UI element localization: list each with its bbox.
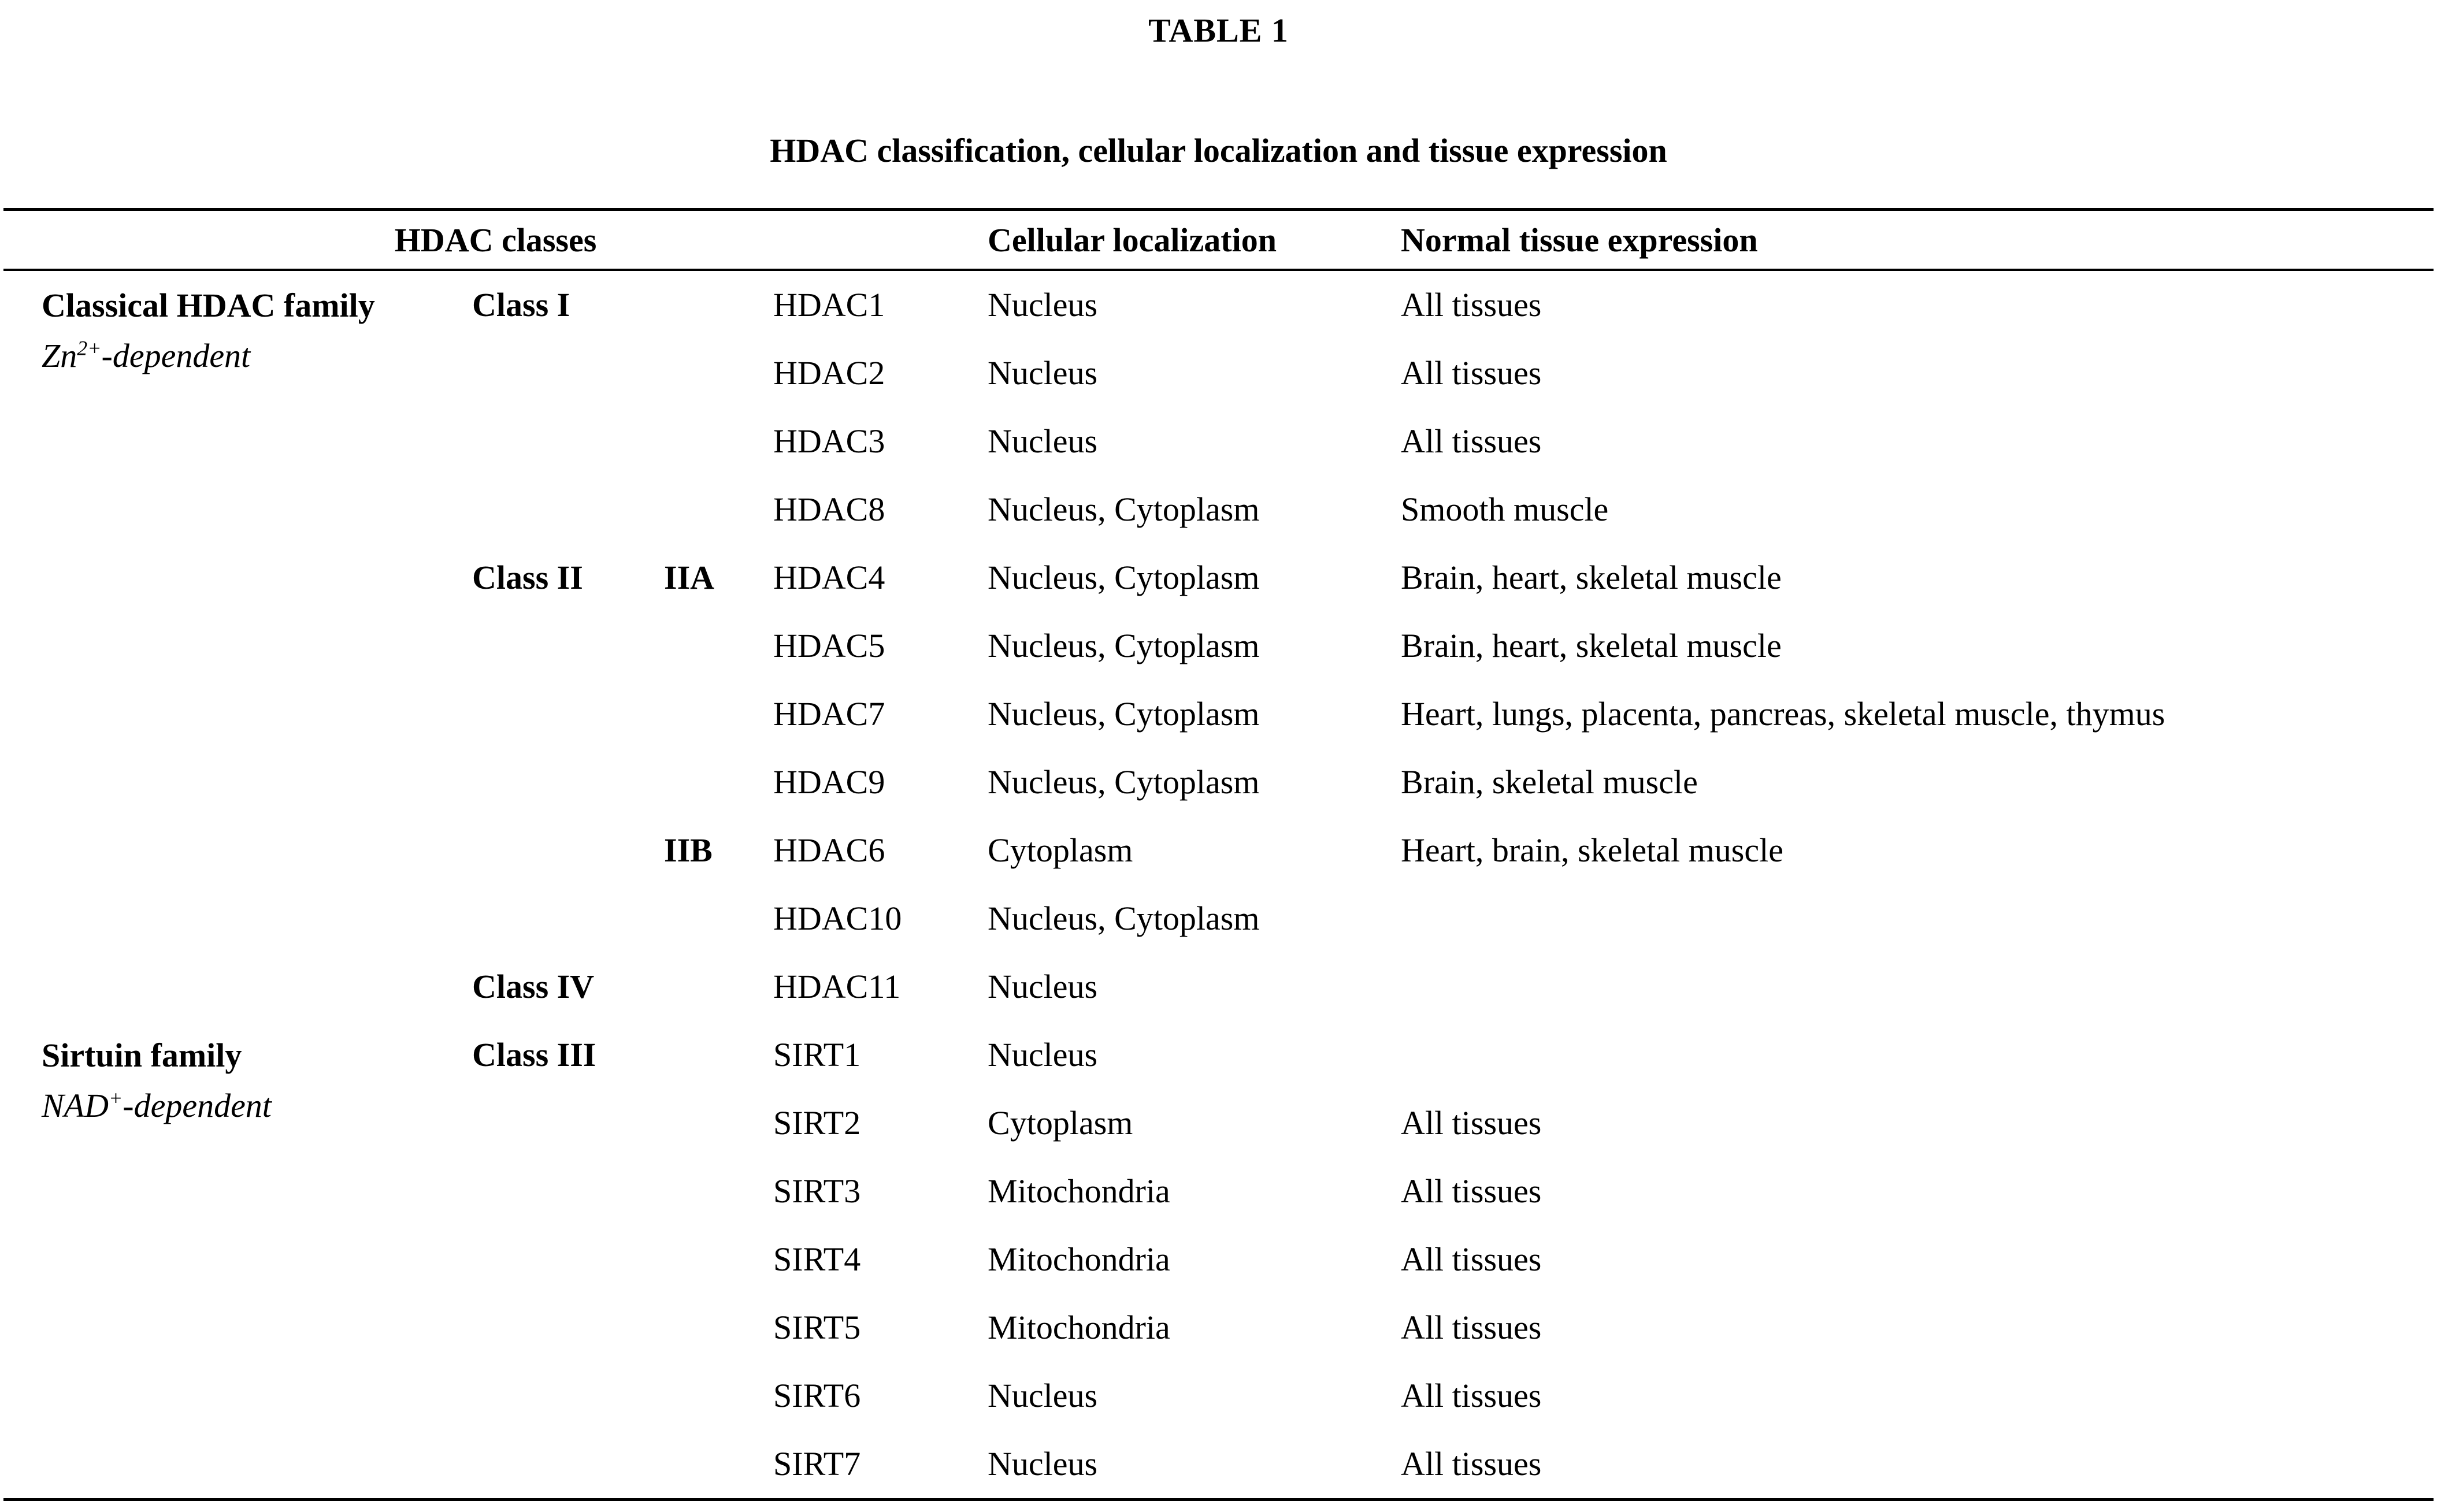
tissue-expression-value: All tissues xyxy=(1401,1172,1542,1210)
header-row xyxy=(3,210,2434,270)
tissue-expression-value: All tissues xyxy=(1401,1445,1542,1483)
tissue-expression-value: All tissues xyxy=(1401,354,1542,392)
tissue-expression-value: All tissues xyxy=(1401,286,1542,324)
subclass-label xyxy=(664,1021,773,1500)
class-label: Class I xyxy=(472,286,570,324)
table-caption: HDAC classification, cellular localization and tissue expression xyxy=(770,132,1667,169)
cellular-localization-value: Mitochondria xyxy=(988,1309,1170,1346)
hdac-name: HDAC9 xyxy=(773,763,885,801)
family-cell xyxy=(3,270,472,1021)
cellular-localization-value: Nucleus, Cytoplasm xyxy=(988,695,1260,733)
subclass-label: IIA xyxy=(664,559,715,596)
tissue-expression-value: Brain, skeletal muscle xyxy=(1401,763,1698,801)
cellular-localization-value: Cytoplasm xyxy=(988,1104,1133,1142)
hdac-table xyxy=(3,208,2434,1501)
hdac-name: SIRT6 xyxy=(773,1377,861,1414)
hdac-name: SIRT1 xyxy=(773,1036,861,1073)
hdac-name: SIRT7 xyxy=(773,1445,861,1483)
hdac-name: HDAC5 xyxy=(773,627,885,664)
family-cell xyxy=(3,1021,472,1500)
family-cofactor-note: $Zn^{2+}$-dependent xyxy=(42,336,251,374)
cellular-localization-value: Mitochondria xyxy=(988,1240,1170,1278)
cellular-localization-value: Nucleus xyxy=(988,968,1098,1005)
tissue-expression-value: Heart, brain, skeletal muscle xyxy=(1401,831,1783,869)
cellular-localization-value: Nucleus xyxy=(988,1377,1098,1414)
hdac-name: HDAC6 xyxy=(773,831,885,869)
cellular-localization-value: Nucleus xyxy=(988,1036,1098,1073)
cellular-localization-value: Nucleus, Cytoplasm xyxy=(988,763,1260,801)
header-cellular-localization: Cellular localization xyxy=(988,210,1401,270)
subclass-label xyxy=(664,270,773,544)
cellular-localization-value: Nucleus, Cytoplasm xyxy=(988,491,1260,528)
cofactor-superscript: + xyxy=(109,1086,123,1110)
hdac-name: HDAC2 xyxy=(773,354,885,392)
tissue-expression-value: All tissues xyxy=(1401,1104,1542,1142)
cellular-localization-value: Nucleus, Cytoplasm xyxy=(988,627,1260,664)
class-label: Class III xyxy=(472,1036,596,1073)
hdac-name: HDAC1 xyxy=(773,286,885,324)
hdac-name: HDAC3 xyxy=(773,422,885,460)
tissue-expression-value: Heart, lungs, placenta, pancreas, skeletal muscle, thymus xyxy=(1401,695,2165,733)
tissue-expression-value: Smooth muscle xyxy=(1401,491,1609,528)
table-title: TABLE 1 xyxy=(1148,12,1289,49)
tissue-expression-value xyxy=(1401,953,2434,1021)
tissue-expression-value xyxy=(1401,1021,2434,1089)
cellular-localization-value: Nucleus xyxy=(988,286,1098,324)
class-label: Class II xyxy=(472,559,583,596)
tissue-expression-value: All tissues xyxy=(1401,1309,1542,1346)
hdac-name: SIRT5 xyxy=(773,1309,861,1346)
subclass-label xyxy=(664,953,773,1021)
header-hdac-classes: HDAC classes xyxy=(3,210,988,270)
hdac-name: HDAC7 xyxy=(773,695,885,733)
hdac-name: HDAC11 xyxy=(773,968,901,1005)
subclass-label: IIB xyxy=(664,831,713,869)
class-label: Class IV xyxy=(472,968,595,1005)
tissue-expression-value: All tissues xyxy=(1401,1377,1542,1414)
hdac-name: HDAC4 xyxy=(773,559,885,596)
cellular-localization-value: Cytoplasm xyxy=(988,831,1133,869)
hdac-name: SIRT2 xyxy=(773,1104,861,1142)
family-name: Sirtuin family xyxy=(42,1037,242,1074)
hdac-name: HDAC8 xyxy=(773,491,885,528)
hdac-name: HDAC10 xyxy=(773,900,902,937)
table-body xyxy=(3,270,2434,1500)
tissue-expression-value: All tissues xyxy=(1401,1240,1542,1278)
cellular-localization-value: Nucleus, Cytoplasm xyxy=(988,900,1260,937)
family-cofactor-note: NAD+-dependent xyxy=(42,1086,272,1124)
hdac-name: SIRT4 xyxy=(773,1240,861,1278)
cellular-localization-value: Nucleus, Cytoplasm xyxy=(988,559,1260,596)
tissue-expression-value: Brain, heart, skeletal muscle xyxy=(1401,627,1782,664)
table-header xyxy=(3,210,2434,270)
cofactor-superscript: 2+ xyxy=(77,336,102,360)
family-name: Classical HDAC family xyxy=(42,287,375,324)
tissue-expression-value: All tissues xyxy=(1401,422,1542,460)
hdac-name: SIRT3 xyxy=(773,1172,861,1210)
table-row xyxy=(3,1021,2434,1089)
tissue-expression-value xyxy=(1401,885,2434,953)
cellular-localization-value: Nucleus xyxy=(988,1445,1098,1483)
header-tissue-expression: Normal tissue expression xyxy=(1401,210,2434,270)
tissue-expression-value: Brain, heart, skeletal muscle xyxy=(1401,559,1782,596)
cellular-localization-value: Mitochondria xyxy=(988,1172,1170,1210)
table-row xyxy=(3,270,2434,339)
cellular-localization-value: Nucleus xyxy=(988,422,1098,460)
cellular-localization-value: Nucleus xyxy=(988,354,1098,392)
